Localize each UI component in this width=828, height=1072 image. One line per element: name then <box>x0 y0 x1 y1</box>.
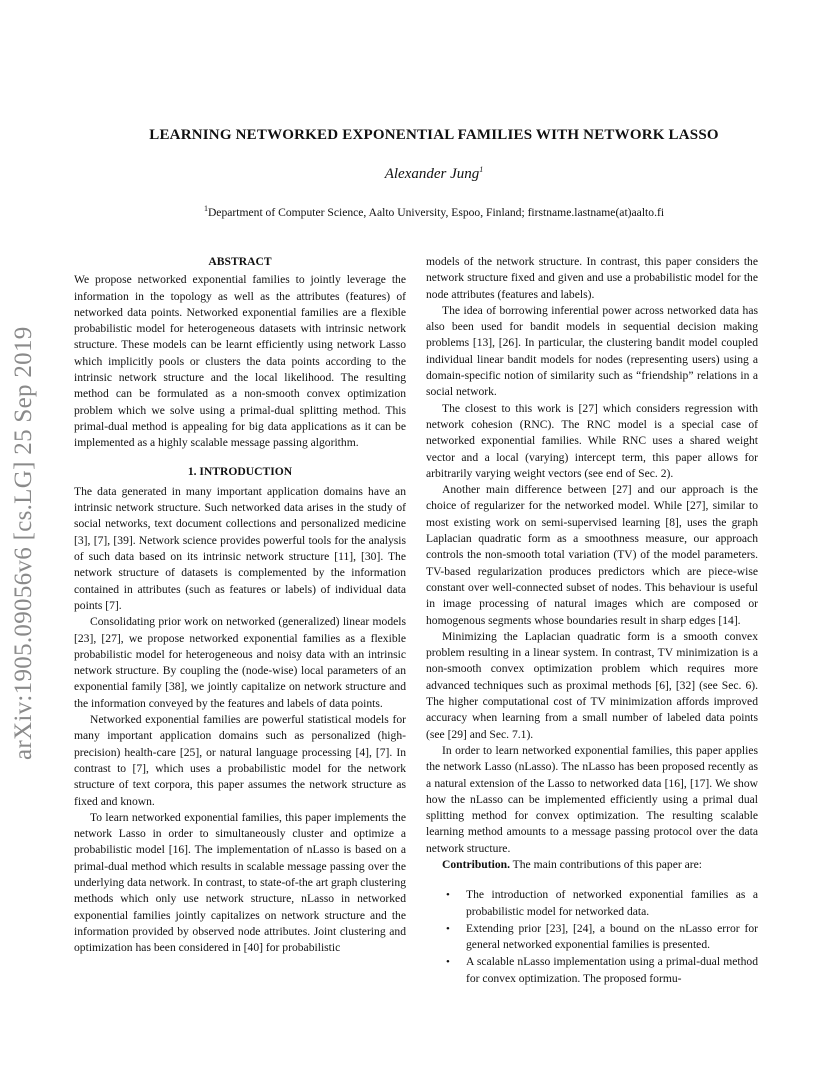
paper-title: LEARNING NETWORKED EXPONENTIAL FAMILIES WITH NETWORK LASSO <box>149 127 719 143</box>
abstract-heading: ABSTRACT <box>208 255 272 268</box>
affiliation-text: Department of Computer Science, Aalto University, Espoo, Finland; firstname.lastname(at)aalto.fi <box>207 206 665 219</box>
abstract-paragraph: We propose networked exponential families to jointly leverage the information in the topology as well as the attributes (features) of networked data points. Networked exponential families are a flexible probabilistic model for heterogeneous datasets with intrinsic network structure. These models can be learnt efficiently using network Lasso which implicitly pools or clusters the data points according to the intrinsic network structure and the local likelihood. The resulting method can be formulated as a non-smooth convex optimization problem which we solve using a primal-dual splitting method. This primal-dual method is appealing for big data applications as it can be implemented as a highly scalable message passing algorithm. <box>74 273 406 450</box>
author-name: Alexander Jung <box>384 166 480 182</box>
right-paragraph-5: Minimizing the Laplacian quadratic form is a smooth convex problem resulting in a linear system. In contrast, TV minimization is a non-smooth convex optimization problem which requires more advanced techniques such as proximal methods [6], [32] (see Sec. 6). The higher computational cost of TV minimization affords improved accuracy when learning from a small number of labeled data points (see [29] and Sec. 7.1). <box>426 629 758 741</box>
author-line <box>60 166 808 183</box>
affiliation-superscript: 1 <box>203 204 208 214</box>
affiliation-line <box>60 206 808 219</box>
right-paragraph-4: Another main difference between [27] and our approach is the choice of regularizer for the networked model. While [27], similar to most existing work on semi-supervised learning [8], uses the graph Laplacian quadratic form as a smoothness measure, our approach controls the non-smooth total variation (TV) of the model parameters. TV-based regularization produces predictors which are piece-wise constant over well-connected subset of nodes. This behaviour is useful in image processing of natural images which are composed or homogenous segments whose boundaries result in sharp edges [14]. <box>426 483 758 627</box>
introduction-heading: 1. INTRODUCTION <box>187 464 293 478</box>
right-paragraph-3: The closest to this work is [27] which considers regression with network cohesion (RNC). The RNC model is a special case of networked exponential families. While RNC uses a shared weight vector and a local (varying) intercept term, this paper allows for arbitrarily varying weight vectors (see end of Sec. 2). <box>426 401 758 480</box>
right-paragraph-1: models of the network structure. In contrast, this paper considers the network structure fixed and given and use a probabilistic model for the node attributes (features and labels). <box>426 255 758 301</box>
contribution-item: • The introduction of networked exponential families as a probabilistic model for networked data. <box>426 887 758 920</box>
contribution-item: • A scalable nLasso implementation using a primal-dual method for convex optimization. The proposed formu- <box>426 954 758 987</box>
contribution-paragraph <box>426 857 758 873</box>
intro-paragraph-1: The data generated in many important application domains have an intrinsic network structure. Such networked data arises in the study of social networks, text document collections and personalized medicine [3], [7], [39]. Network science provides powerful tools for the analysis of such data based on its intrinsic network structure [11], [30]. The network structure of datasets is complemented by the information contained in attributes (such as features or labels) of individual data points [7]. <box>74 484 406 612</box>
left-column <box>74 254 406 956</box>
intro-paragraph-4: To learn networked exponential families, this paper implements the network Lasso in order to simultaneously cluster and optimize a probabilistic model [16]. The implementation of nLasso is based on a primal-dual method which results in scalable message passing over the underlying data network. In contrast, to state-of-the art graph clustering methods which only use network structure, nLasso in networked exponential families jointly capitalizes on network structure and the information provided by observed node attributes. Joint clustering and optimization has been considered in [40] for probabilistic <box>74 810 406 955</box>
arxiv-identifier: arXiv:1905.09056v6 [cs.LG] 25 Sep 2019 <box>10 326 37 760</box>
contribution-lead: Contribution. <box>442 857 510 871</box>
contribution-text: The main contributions of this paper are: <box>512 857 702 871</box>
right-paragraph-6: In order to learn networked exponential families, this paper applies the network Lasso (nLasso). The nLasso has been proposed recently as a natural extension of the Lasso to networked data [16], [17]. We show how the nLasso can be implemented efficiently using a primal dual splitting method for convex optimization. The resulting scalable learning method amounts to a message passing protocol over the data network structure. <box>426 743 758 855</box>
contribution-item: • Extending prior [23], [24], a bound on the nLasso error for general networked exponential families is presented. <box>426 921 758 954</box>
author-superscript: 1 <box>479 165 484 174</box>
intro-paragraph-2: Consolidating prior work on networked (generalized) linear models [23], [27], we propose networked exponential families as a flexible probabilistic model for heterogeneous and noisy data with an intrinsic network structure. By coupling the (node-wise) local parameters of an exponential family [38], we jointly capitalize on network structure and the information conveyed by the features and labels of data points. <box>74 615 406 710</box>
intro-paragraph-3: Networked exponential families are powerful statistical models for many important application domains such as personalized (high-precision) health-care [25], or natural language processing [4], [7]. In contrast to [7], which uses a probabilistic model for the network structure of text corpora, this paper assumes the network structure as fixed and known. <box>74 713 406 808</box>
contribution-list <box>426 887 758 987</box>
right-paragraph-2: The idea of borrowing inferential power across networked data has also been used for bandit models in sequential decision making problems [13], [26]. In particular, the clustering bandit model coupled individual linear bandit models for nodes (representing users) using a domain-specific notion of similarity such as “friendship” relations in a social network. <box>426 303 758 399</box>
right-column <box>426 254 758 988</box>
